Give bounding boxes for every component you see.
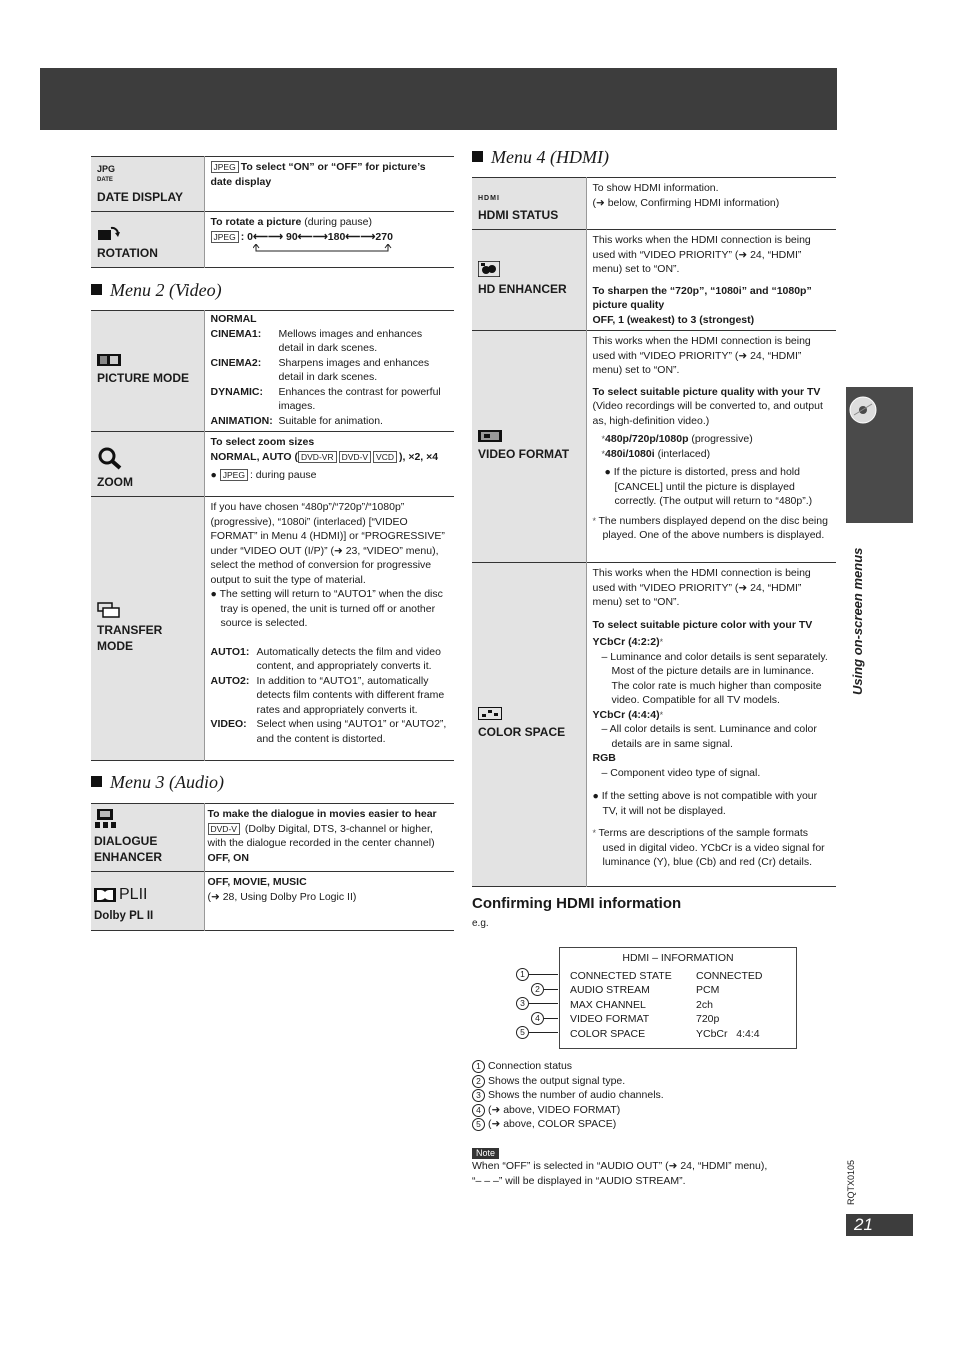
dialogue-label: DIALOGUE	[94, 834, 158, 848]
legend-text: (➜ above, COLOR SPACE)	[488, 1118, 617, 1130]
callout-number: 4	[531, 1012, 544, 1025]
fmt-progressive-rest: (progressive)	[688, 433, 753, 445]
zoom-cell	[91, 432, 204, 497]
legend-text: Connection status	[488, 1060, 573, 1072]
transfer-mode-cell	[91, 497, 204, 761]
info-row	[560, 983, 796, 998]
callout-line	[544, 1018, 558, 1019]
doc-code: RQTX0105	[846, 1159, 856, 1205]
rotation-cell	[91, 212, 204, 268]
dialogue-values: OFF, ON	[207, 851, 249, 864]
legend-number: 3	[472, 1089, 485, 1102]
rgb-option: RGB	[592, 752, 616, 764]
hd-enhancer-cell	[472, 230, 586, 331]
animation-key: ANIMATION:	[210, 414, 273, 427]
side-label: Using on-screen menus	[850, 547, 865, 695]
table-row	[91, 311, 454, 432]
video-format-bullet: ● If the picture is distorted, press and hold [CANCEL] until the picture is displayed correctly. (The output will return to “480p”.)	[604, 466, 813, 507]
hdmi-status-label: HDMI STATUS	[478, 208, 559, 222]
rotation-sequence: : 0⟵⟶ 90⟵⟶180⟵⟶270	[240, 230, 393, 243]
callout-marker	[531, 1012, 558, 1025]
video-format-footnote: * The numbers displayed depend on the disc being played. One of the above numbers is displayed.	[592, 514, 828, 541]
callout-marker	[531, 983, 558, 996]
ycbcr-422-option: YCbCr (4:2:2)	[592, 636, 660, 648]
hd-enhancer-heading: To sharpen the “720p”, “1080i” and “1080p” picture quality	[592, 284, 812, 311]
page-number: 21	[846, 1214, 913, 1236]
legend-text: Shows the number of audio channels.	[488, 1089, 664, 1101]
dolby-logo: PLII	[94, 887, 198, 903]
hdmi-status-cell	[472, 178, 586, 230]
video-format-heading: To select suitable picture quality with your TV	[592, 385, 821, 398]
zoom-options-start: NORMAL, AUTO (	[210, 450, 298, 463]
table-row	[91, 872, 454, 931]
jpeg-tag: JPEG	[220, 469, 248, 481]
callout-number: 2	[531, 983, 544, 996]
transfer-mode-icon	[97, 602, 121, 618]
rotate-icon	[97, 225, 121, 241]
zoom-label: ZOOM	[97, 475, 133, 489]
date-display-label: DATE DISPLAY	[97, 190, 184, 204]
rgb-desc: – Component video type of signal.	[601, 766, 761, 779]
color-space-bullet: ● If the setting above is not compatible with your TV, it will not be displayed.	[592, 790, 818, 817]
dvd-v-tag: DVD-V	[339, 451, 371, 463]
legend-number: 2	[472, 1075, 485, 1088]
color-space-heading: To select suitable picture color with your TV	[592, 618, 813, 631]
info-row	[560, 998, 796, 1013]
callout-number: 3	[516, 997, 529, 1010]
ycbcr-444-option: YCbCr (4:4:4)	[592, 708, 660, 721]
callout-marker	[516, 997, 558, 1010]
fmt-progressive: 480p/720p/1080p	[605, 433, 689, 445]
animation-desc: Suitable for animation.	[278, 414, 383, 427]
mode-label: MODE	[97, 638, 133, 653]
callout-marker	[516, 1026, 558, 1039]
auto2-key: AUTO2:	[210, 674, 250, 687]
callout-line	[529, 974, 558, 975]
table-row	[472, 178, 836, 230]
jpg-date-icon: JPG DATE	[97, 164, 116, 183]
dialogue-icon	[94, 809, 118, 829]
confirming-title: Confirming HDMI information	[472, 895, 682, 912]
jpeg-tag: JPEG	[211, 231, 239, 243]
callout-line	[529, 1032, 558, 1033]
hd-enhancer-intro: This works when the HDMI connection is being used with “VIDEO PRIORITY” (➜ 24, “HDMI” menu) set to “ON”.	[592, 234, 811, 275]
color-space-cell	[472, 563, 586, 887]
legend-item	[472, 1088, 802, 1103]
transfer-label: TRANSFER	[97, 622, 163, 637]
legend-number: 4	[472, 1104, 485, 1117]
dolby-cell	[91, 872, 204, 931]
table-row	[91, 157, 454, 212]
video-key: VIDEO:	[210, 718, 247, 730]
table-row: ZOOM To select zoom sizes NORMAL, AUTO ( DVD-VR DVD-V VCD ), ×2, ×4 ● JPEG : during pause	[91, 432, 454, 497]
legend-item	[472, 1074, 802, 1089]
video-format-icon	[478, 430, 502, 442]
legend-item	[472, 1117, 802, 1132]
info-row	[560, 969, 796, 984]
auto1-desc: Automatically detects the film and video content, and appropriately converts it.	[256, 645, 441, 672]
table-row: COLOR SPACE This works when the HDMI connection is being used with “VIDEO PRIORITY” (➜ 24, “HDMI” menu) set to “ON”. To select suitable picture color with your TV YCbCr (4:2:2)* – Luminance and color details is sent separately. Most of the picture details are in luminance. The color rate is much higher than composite video. Compatible for all TV models. YCbCr (4:4:4)* – All color details is sent. Luminance and color details are in same signal. RGB – Component video type of signal. ● If the setting above is not compatible with your TV, it will not be displayed. * Terms are descriptions of the sample formats used in digital video. YCbCr is a video signal for luminance (Y), blue (Cb) and red (Cr) details.	[472, 563, 836, 887]
menu2-title: Menu 2 (Video)	[91, 279, 222, 301]
hdmi-status-ref: (➜ below, Confirming HDMI information)	[592, 196, 780, 209]
info-row-key: COLOR SPACE	[570, 1027, 646, 1040]
menu4-title: Menu 4 (HDMI)	[472, 146, 609, 168]
callout-number: 1	[516, 968, 529, 981]
jpeg-tag: JPEG	[211, 161, 239, 173]
menu3-title: Menu 3 (Audio)	[91, 771, 224, 793]
enhancer-label: ENHANCER	[94, 850, 163, 864]
table-row	[91, 497, 454, 761]
info-box-title: HDMI – INFORMATION	[622, 952, 734, 964]
auto2-desc: In addition to “AUTO1”, automatically detects film contents with different frame rates and appropriately converts it.	[256, 674, 445, 716]
zoom-bullet-text: : during pause	[249, 469, 317, 481]
callout-line	[544, 989, 558, 990]
rotation-heading: To rotate a picture	[210, 216, 302, 228]
hdmi-status-desc: To show HDMI information.	[592, 182, 719, 194]
dolby-label: Dolby PL II	[94, 910, 154, 922]
video-format-intro: This works when the HDMI connection is being used with “VIDEO PRIORITY” (➜ 24, “HDMI” menu) set to “ON”.	[592, 335, 811, 376]
video-format-label: VIDEO FORMAT	[478, 446, 570, 461]
disc-icon	[848, 395, 878, 425]
color-space-intro: This works when the HDMI connection is being used with “VIDEO PRIORITY” (➜ 24, “HDMI” menu) set to “ON”.	[592, 567, 811, 608]
table-row	[91, 804, 454, 872]
dvd-v-tag: DVD-V	[208, 823, 240, 835]
dialogue-heading: To make the dialogue in movies easier to hear	[207, 808, 437, 820]
info-row-key: CONNECTED STATE	[570, 969, 672, 982]
hd-enhancer-values: OFF, 1 (weakest) to 3 (strongest)	[592, 313, 755, 326]
callout-marker	[516, 968, 558, 981]
note-line-2: “– – –” will be displayed in “AUDIO STREAM”.	[472, 1174, 686, 1187]
dialogue-enhancer-cell	[91, 804, 204, 872]
date-display-desc: To select “ON” or “OFF” for picture’s date display	[210, 161, 426, 188]
transfer-intro: If you have chosen “480p”/“720p”/“1080p” (progressive), “1080i” (interlaced) [“VIDEO FORMAT” in Menu 4 (HDMI)] or “PROGRESSIVE” under “VIDEO OUT (I/P)” (➜ 23, “VIDEO” menu), select the method of conversion for progressive output to suit the type of material.	[210, 501, 445, 586]
note-text	[472, 1159, 812, 1188]
picture-mode-cell	[91, 311, 204, 432]
normal-option: NORMAL	[210, 313, 257, 325]
callout-number: 5	[516, 1026, 529, 1039]
picture-mode-label: PICTURE MODE	[97, 371, 190, 385]
video-format-cell	[472, 331, 586, 563]
cinema2-key: CINEMA2:	[210, 356, 262, 369]
info-row-key: AUDIO STREAM	[570, 984, 650, 996]
dvd-vr-tag: DVD-VR	[298, 451, 337, 463]
hdmi-icon: HDMI	[478, 195, 500, 202]
color-space-footnote: * Terms are descriptions of the sample formats used in digital video. YCbCr is a video signal for luminance (Y), blue (Cb) and red (Cr) details.	[592, 827, 825, 868]
fmt-interlaced-rest: (interlaced)	[654, 447, 711, 460]
video-format-sub: (Video recordings will be converted to, and output as, high-definition video.)	[592, 400, 823, 427]
fmt-interlaced: 480i/1080i	[605, 447, 655, 460]
color-space-label: COLOR SPACE	[478, 725, 566, 739]
picture-mode-icon	[97, 354, 121, 366]
dialogue-desc: (Dolby Digital, DTS, 3-channel or higher, with the dialogue recorded in the center channel)	[207, 822, 435, 849]
cinema1-desc: Mellows images and enhances detail in dark scenes.	[278, 327, 423, 354]
table-row	[472, 230, 836, 331]
info-legend	[472, 1059, 802, 1132]
cinema1-key: CINEMA1:	[210, 327, 262, 340]
vcd-tag: VCD	[373, 451, 397, 463]
info-row	[560, 1012, 796, 1027]
eg-label: e.g.	[472, 918, 489, 929]
date-display-cell	[91, 157, 204, 212]
table-row: VIDEO FORMAT This works when the HDMI connection is being used with “VIDEO PRIORITY” (➜ 24, “HDMI” menu) set to “ON”. To select suitable picture quality with your TV (Video recordings will be converted to, and output as, high-definition video.) *480p/720p/1080p (progressive) *480i/1080i (interlaced) ● If the picture is distorted, press and hold [CANCEL] until the picture is displayed correctly. (The output will return to “480p”.) * The numbers displayed depend on the disc being played. One of the above numbers is displayed.	[472, 331, 836, 563]
zoom-options-end: ), ×2, ×4	[399, 450, 439, 463]
zoom-heading: To select zoom sizes	[210, 436, 315, 448]
info-row-value: 720p	[696, 1013, 720, 1025]
rotation-heading-rest: (during pause)	[301, 216, 372, 228]
hd-enhancer-label: HD ENHANCER	[478, 282, 567, 296]
hdmi-info-box	[559, 947, 797, 1049]
dolby-dd-icon	[94, 888, 116, 902]
info-row	[560, 1027, 796, 1042]
transfer-bullet: ● The setting will return to “AUTO1” when the disc tray is opened, the unit is turned off or another source is selected.	[210, 588, 443, 629]
legend-number: 1	[472, 1060, 485, 1073]
info-row-value: CONNECTED	[696, 969, 763, 982]
note-label: Note	[472, 1146, 499, 1161]
auto1-key: AUTO1:	[210, 645, 250, 658]
dynamic-key: DYNAMIC:	[210, 385, 263, 398]
dolby-ref: (➜ 28, Using Dolby Pro Logic II)	[207, 890, 357, 903]
info-row-value: YCbCr 4:4:4	[696, 1027, 760, 1040]
legend-item	[472, 1059, 802, 1074]
info-row-key: VIDEO FORMAT	[570, 1013, 650, 1025]
dynamic-desc: Enhances the contrast for powerful images.	[278, 385, 441, 412]
table-row	[91, 212, 454, 268]
cinema2-desc: Sharpens images and enhances detail in dark scenes.	[278, 356, 430, 383]
rotation-loop-arrow	[253, 244, 403, 254]
menu2-table	[91, 310, 454, 761]
video-desc: Select when using “AUTO1” or “AUTO2”, and the content is distorted.	[256, 718, 447, 745]
rotation-label: ROTATION	[97, 246, 158, 260]
menu4-table	[472, 177, 836, 887]
legend-text: (➜ above, VIDEO FORMAT)	[488, 1103, 621, 1116]
menu3-table	[91, 803, 454, 931]
legend-number: 5	[472, 1118, 485, 1131]
legend-text: Shows the output signal type.	[488, 1074, 626, 1087]
ycbcr-444-desc: – All color details is sent. Luminance and color details are in same signal.	[601, 723, 817, 750]
info-row-key: MAX CHANNEL	[570, 998, 646, 1011]
legend-item	[472, 1103, 802, 1118]
info-row-value: PCM	[696, 984, 720, 996]
callout-line	[529, 1003, 558, 1004]
header-bar	[40, 68, 837, 130]
ycbcr-422-desc: – Luminance and color details is sent separately. Most of the picture details are in luminance. The color rate is much higher than composite video. Compatible for all TV models.	[601, 650, 828, 706]
magnifier-icon	[97, 446, 123, 470]
note-line-1: When “OFF” is selected in “AUDIO OUT” (➜ 24, “HDMI” menu),	[472, 1160, 768, 1172]
callout-markers	[514, 968, 560, 1043]
hd-enhancer-icon	[478, 261, 500, 277]
side-tab	[846, 387, 913, 523]
info-row-value: 2ch	[696, 998, 713, 1011]
dolby-values: OFF, MOVIE, MUSIC	[207, 876, 307, 888]
color-space-icon	[478, 707, 502, 720]
menu1-table	[91, 156, 454, 268]
